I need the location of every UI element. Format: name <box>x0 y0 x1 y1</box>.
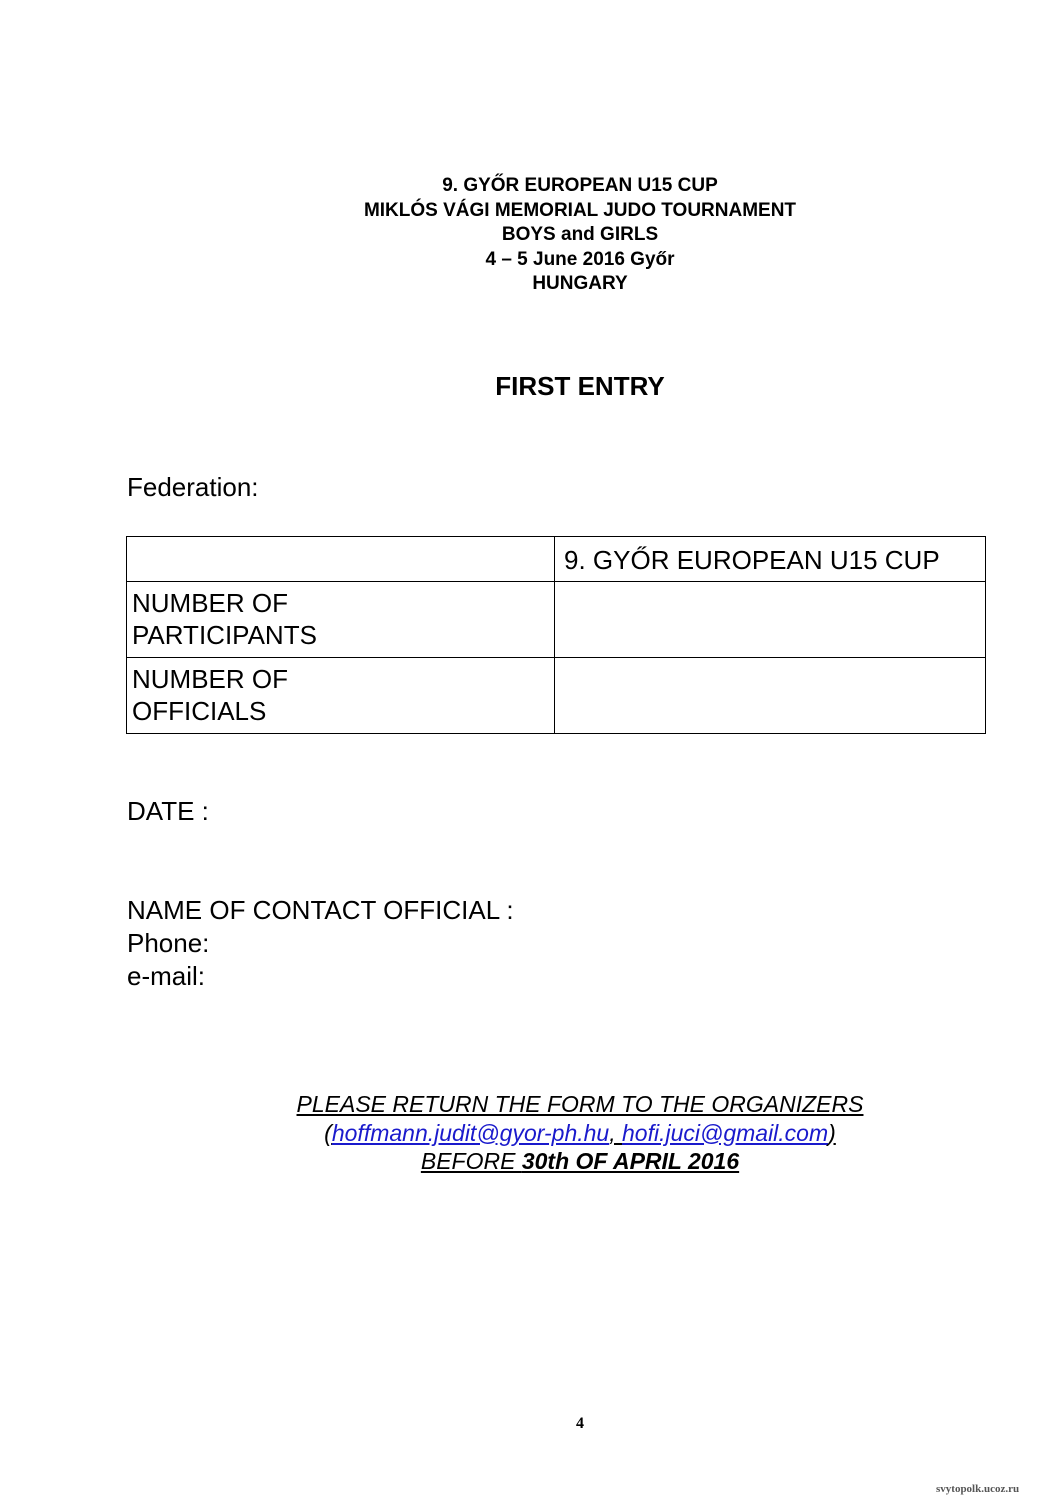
officials-value-field[interactable] <box>555 658 986 734</box>
form-title: FIRST ENTRY <box>495 371 665 401</box>
participants-label-line1: NUMBER OF <box>132 588 288 618</box>
watermark-text: svytopolk.ucoz.ru <box>936 1483 1020 1495</box>
federation-label: Federation: <box>127 472 259 502</box>
open-paren: ( <box>324 1119 332 1146</box>
header-dates: 4 – 5 June 2016 Győr <box>485 248 675 270</box>
return-instructions <box>0 1090 1060 1176</box>
table-header-event: 9. GYŐR EUROPEAN U15 CUP <box>555 537 986 582</box>
page-number: 4 <box>576 1415 584 1432</box>
header-country: HUNGARY <box>532 273 628 294</box>
officials-label-line2: OFFICIALS <box>132 696 267 726</box>
email-link-hoffmann[interactable]: hoffmann.judit@gyor-ph.hu <box>331 1119 610 1146</box>
officials-label-line1: NUMBER OF <box>132 664 288 694</box>
header-memorial-title: MIKLÓS VÁGI MEMORIAL JUDO TOURNAMENT <box>363 199 797 221</box>
officials-label <box>127 658 555 734</box>
header-tournament-title: 9. GYŐR EUROPEAN U15 CUP <box>442 175 718 196</box>
table-header-row <box>127 537 986 582</box>
contact-phone-label: Phone: <box>127 928 210 958</box>
email-separator: , <box>609 1119 622 1146</box>
organizer-emails-line <box>0 1119 1060 1148</box>
table-header-empty-cell <box>127 537 555 582</box>
participants-label <box>127 582 555 658</box>
table-row-participants <box>127 582 986 658</box>
document-header <box>0 174 1060 297</box>
entry-table <box>126 536 986 734</box>
date-label: DATE : <box>127 796 209 826</box>
participants-value-field[interactable] <box>555 582 986 658</box>
deadline-prefix: BEFORE <box>420 1148 522 1174</box>
email-link-hofi[interactable]: hofi.juci@gmail.com <box>622 1119 829 1146</box>
header-category: BOYS and GIRLS <box>501 224 659 245</box>
deadline-line <box>0 1147 1060 1176</box>
return-instruction-line: PLEASE RETURN THE FORM TO THE ORGANIZERS <box>296 1091 864 1117</box>
table-row-officials <box>127 658 986 734</box>
contact-name-label: NAME OF CONTACT OFFICIAL : <box>127 895 514 925</box>
participants-label-line2: PARTICIPANTS <box>132 620 317 650</box>
contact-email-label: e-mail: <box>127 961 206 991</box>
deadline-date: 30th OF APRIL 2016 <box>521 1148 740 1174</box>
close-paren: ) <box>828 1119 836 1146</box>
